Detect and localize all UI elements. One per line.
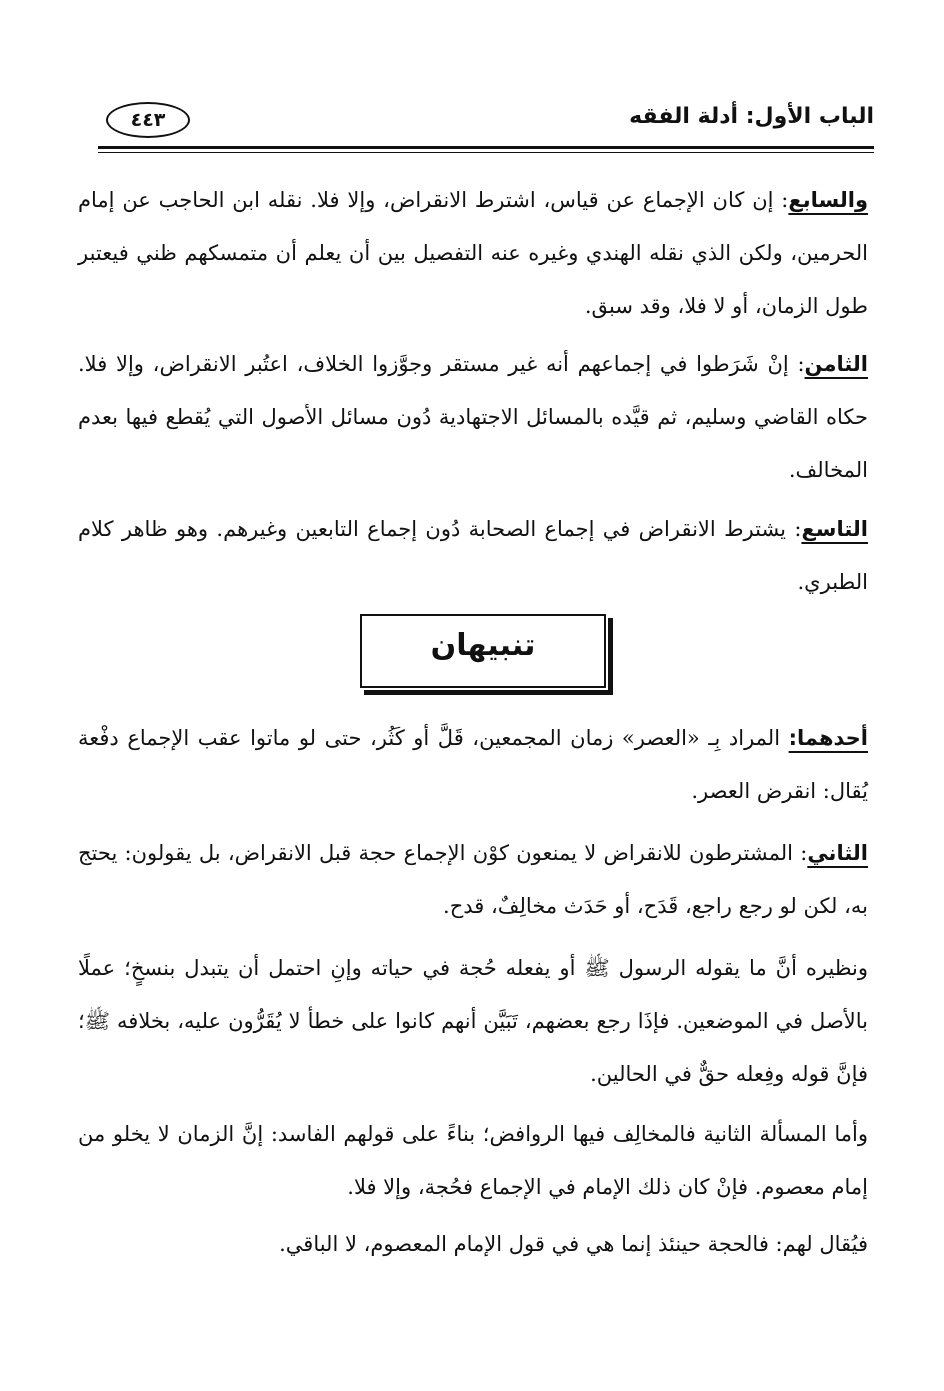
section-title-box xyxy=(360,614,606,688)
paragraph-text: وأما المسألة الثانية فالمخالِف فيها الروافض؛ بناءً على قولهم الفاسد: إنَّ الزمان لا يخلو من إمام معصوم. فإنْ كان ذلك الإمام في الإجماع فحُجة، وإلا فلا. xyxy=(78,1122,868,1199)
paragraph-second-note xyxy=(78,827,868,933)
paragraph-label: أحدهما: xyxy=(788,726,868,750)
paragraph-text: : يشترط الانقراض في إجماع الصحابة دُون إجماع التابعين وغيرهم. وهو ظاهر كلام الطبري. xyxy=(78,517,868,594)
paragraph-label: الثاني xyxy=(807,841,868,865)
paragraph-analogy xyxy=(78,942,868,1101)
chapter-title: الباب الأول: أدلة الفقه xyxy=(629,104,874,129)
section-title: تنبيهان xyxy=(430,628,536,663)
paragraph-text: فيُقال لهم: فالحجة حينئذ إنما هي في قول الإمام المعصوم، لا الباقي. xyxy=(279,1232,868,1256)
paragraph-label: التاسع xyxy=(801,517,868,541)
paragraph-first-note xyxy=(78,712,868,818)
paragraph-ninth xyxy=(78,503,868,609)
page-number-badge: ٤٤٣ xyxy=(106,102,190,138)
paragraph-seventh xyxy=(78,174,868,333)
paragraph-text: ونظيره أنَّ ما يقوله الرسول ﷺ أو يفعله حُجة في حياته وإنِ احتمل أن يتبدل بنسخٍ؛ عملًا بالأصل في الموضعين. فإذَا رجع بعضهم، تَبَيَّن أنهم كانوا على خطأ لا يُقَرُّون عليه، بخلافه ﷺ؛ فإنَّ قوله وفِعله حقٌّ في الحالين. xyxy=(78,956,868,1086)
header-rule-thick xyxy=(98,146,874,149)
paragraph-label: والسابع xyxy=(788,188,868,212)
paragraph-text: : إنْ شَرَطوا في إجماعهم أنه غير مستقر وجوَّزوا الخلاف، اعتُبر الانقراض، وإلا فلا. حكاه القاضي وسليم، ثم قيَّده بالمسائل الاجتهادية دُون مسائل الأصول التي يُقطع فيها بعدم المخالف. xyxy=(78,352,868,482)
running-header xyxy=(98,100,874,142)
header-rule-thin xyxy=(98,152,874,153)
paragraph-eighth xyxy=(78,338,868,497)
paragraph-text: : إن كان الإجماع عن قياس، اشترط الانقراض، وإلا فلا. نقله ابن الحاجب عن إمام الحرمين، ولكن الذي نقله الهندي وغيره عنه التفصيل بين أن يعلم أن متمسكهم ظني فيعتبر طول الزمان، أو لا فلا، وقد سبق. xyxy=(78,188,868,318)
paragraph-text: المراد بِـ «العصر» زمان المجمعين، قَلَّ أو كَثُر، حتى لو ماتوا عقب الإجماع دفْعة يُقال: انقرض العصر. xyxy=(78,726,868,803)
paragraph-reply xyxy=(78,1218,868,1271)
paragraph-second-issue xyxy=(78,1108,868,1214)
paragraph-label: الثامن xyxy=(804,352,868,376)
paragraph-text: : المشترطون للانقراض لا يمنعون كوْن الإجماع حجة قبل الانقراض، بل يقولون: يحتج به، لكن لو رجع راجع، قَدَح، أو حَدَث مخالِفٌ، قدح. xyxy=(78,841,868,918)
